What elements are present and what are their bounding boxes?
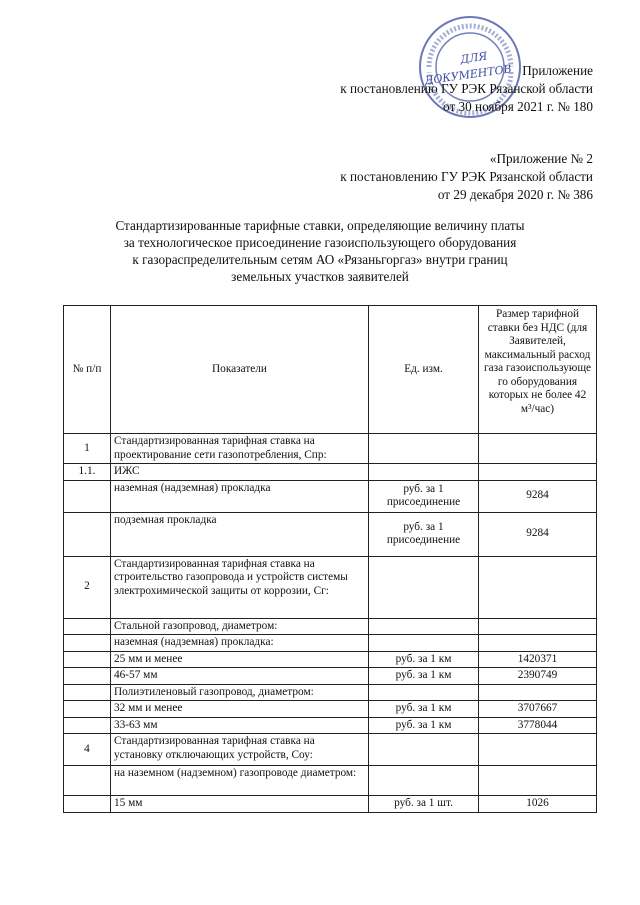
- approval-line-3: от 30 ноября 2021 г. № 180: [443, 99, 593, 114]
- row-unit: [369, 766, 479, 796]
- title-line-3: к газораспределительным сетям АО «Рязаньгоргаз» внутри границ: [132, 252, 508, 267]
- row-indicator: Стандартизированная тарифная ставка на строительство газопровода и устройств системы электрохимической защиты от коррозии, Cг:: [111, 556, 369, 618]
- row-number: [64, 684, 111, 701]
- row-indicator: ИЖС: [111, 464, 369, 481]
- approval-header: [340, 62, 593, 116]
- approval-title: Приложение: [522, 63, 593, 78]
- row-unit: руб. за 1 присоединение: [369, 480, 479, 512]
- table-row: [64, 480, 597, 512]
- title-line-1: Стандартизированные тарифные ставки, определяющие величину платы: [115, 218, 525, 233]
- table-row: [64, 796, 597, 813]
- row-number: [64, 701, 111, 718]
- row-indicator: на наземном (надземном) газопроводе диаметром:: [111, 766, 369, 796]
- previous-appendix-title: «Приложение № 2: [489, 151, 593, 166]
- row-unit: руб. за 1 км: [369, 651, 479, 668]
- table-row: [64, 734, 597, 766]
- row-indicator: наземная (надземная) прокладка: [111, 480, 369, 512]
- row-unit: [369, 618, 479, 635]
- row-unit: [369, 434, 479, 464]
- row-unit: [369, 635, 479, 652]
- table-header-row: [64, 306, 597, 434]
- approval-line-2: к постановлению ГУ РЭК Рязанской области: [340, 81, 593, 96]
- row-value: [479, 635, 597, 652]
- row-unit: руб. за 1 присоединение: [369, 512, 479, 556]
- row-unit: [369, 464, 479, 481]
- row-number: 4: [64, 734, 111, 766]
- row-number: 1.1.: [64, 464, 111, 481]
- row-indicator: 46-57 мм: [111, 668, 369, 685]
- row-indicator: Стандартизированная тарифная ставка на проектирование сети газопотребления, Cпр:: [111, 434, 369, 464]
- row-number: [64, 668, 111, 685]
- stamp-text-1: ДЛЯ: [459, 49, 489, 67]
- header-num: № п/п: [64, 306, 111, 434]
- row-indicator: наземная (надземная) прокладка:: [111, 635, 369, 652]
- row-unit: руб. за 1 шт.: [369, 796, 479, 813]
- previous-appendix-line-3: от 29 декабря 2020 г. № 386: [437, 187, 593, 202]
- row-indicator: Стальной газопровод, диаметром:: [111, 618, 369, 635]
- document-title: [70, 217, 570, 285]
- row-value: 3778044: [479, 717, 597, 734]
- row-unit: [369, 684, 479, 701]
- table-row: [64, 556, 597, 618]
- stamp-text-2: ДОКУМЕНТОВ: [423, 62, 513, 88]
- row-unit: руб. за 1 км: [369, 668, 479, 685]
- row-indicator: 32 мм и менее: [111, 701, 369, 718]
- table-body: [64, 434, 597, 813]
- row-unit: [369, 734, 479, 766]
- row-number: [64, 796, 111, 813]
- row-indicator: 15 мм: [111, 796, 369, 813]
- title-line-4: земельных участков заявителей: [231, 269, 409, 284]
- row-indicator: 33-63 мм: [111, 717, 369, 734]
- row-number: 2: [64, 556, 111, 618]
- table-row: [64, 464, 597, 481]
- row-number: [64, 651, 111, 668]
- row-number: [64, 717, 111, 734]
- row-value: 9284: [479, 512, 597, 556]
- row-value: [479, 766, 597, 796]
- table-row: [64, 512, 597, 556]
- tariff-table: [63, 305, 597, 813]
- row-value: 9284: [479, 480, 597, 512]
- row-value: [479, 556, 597, 618]
- row-number: [64, 766, 111, 796]
- row-indicator: Полиэтиленовый газопровод, диаметром:: [111, 684, 369, 701]
- title-line-2: за технологическое присоединение газоиспользующего оборудования: [123, 235, 517, 250]
- header-indicator: Показатели: [111, 306, 369, 434]
- table-row: [64, 668, 597, 685]
- row-number: [64, 512, 111, 556]
- header-size: Размер тарифной ставки без НДС (для Заявителей, максимальный расход газа газоиспользующе го оборудования которых не более 42 м³/час): [479, 306, 597, 434]
- table-row: [64, 434, 597, 464]
- table-row: [64, 635, 597, 652]
- row-unit: руб. за 1 км: [369, 701, 479, 718]
- row-value: [479, 684, 597, 701]
- row-unit: руб. за 1 км: [369, 717, 479, 734]
- table-row: [64, 684, 597, 701]
- row-indicator: 25 мм и менее: [111, 651, 369, 668]
- table-row: [64, 766, 597, 796]
- table-row: [64, 717, 597, 734]
- previous-appendix-line-2: к постановлению ГУ РЭК Рязанской области: [340, 169, 593, 184]
- row-number: [64, 480, 111, 512]
- table-row: [64, 701, 597, 718]
- row-value: 1420371: [479, 651, 597, 668]
- table-row: [64, 651, 597, 668]
- row-value: [479, 618, 597, 635]
- previous-appendix-header: [340, 150, 593, 204]
- row-number: 1: [64, 434, 111, 464]
- row-unit: [369, 556, 479, 618]
- row-value: [479, 734, 597, 766]
- row-value: [479, 464, 597, 481]
- row-value: 3707667: [479, 701, 597, 718]
- row-indicator: Стандартизированная тарифная ставка на установку отключающих устройств, Cоу:: [111, 734, 369, 766]
- row-indicator: подземная прокладка: [111, 512, 369, 556]
- row-number: [64, 635, 111, 652]
- row-value: [479, 434, 597, 464]
- table-row: [64, 618, 597, 635]
- header-unit: Ед. изм.: [369, 306, 479, 434]
- row-number: [64, 618, 111, 635]
- row-value: 2390749: [479, 668, 597, 685]
- row-value: 1026: [479, 796, 597, 813]
